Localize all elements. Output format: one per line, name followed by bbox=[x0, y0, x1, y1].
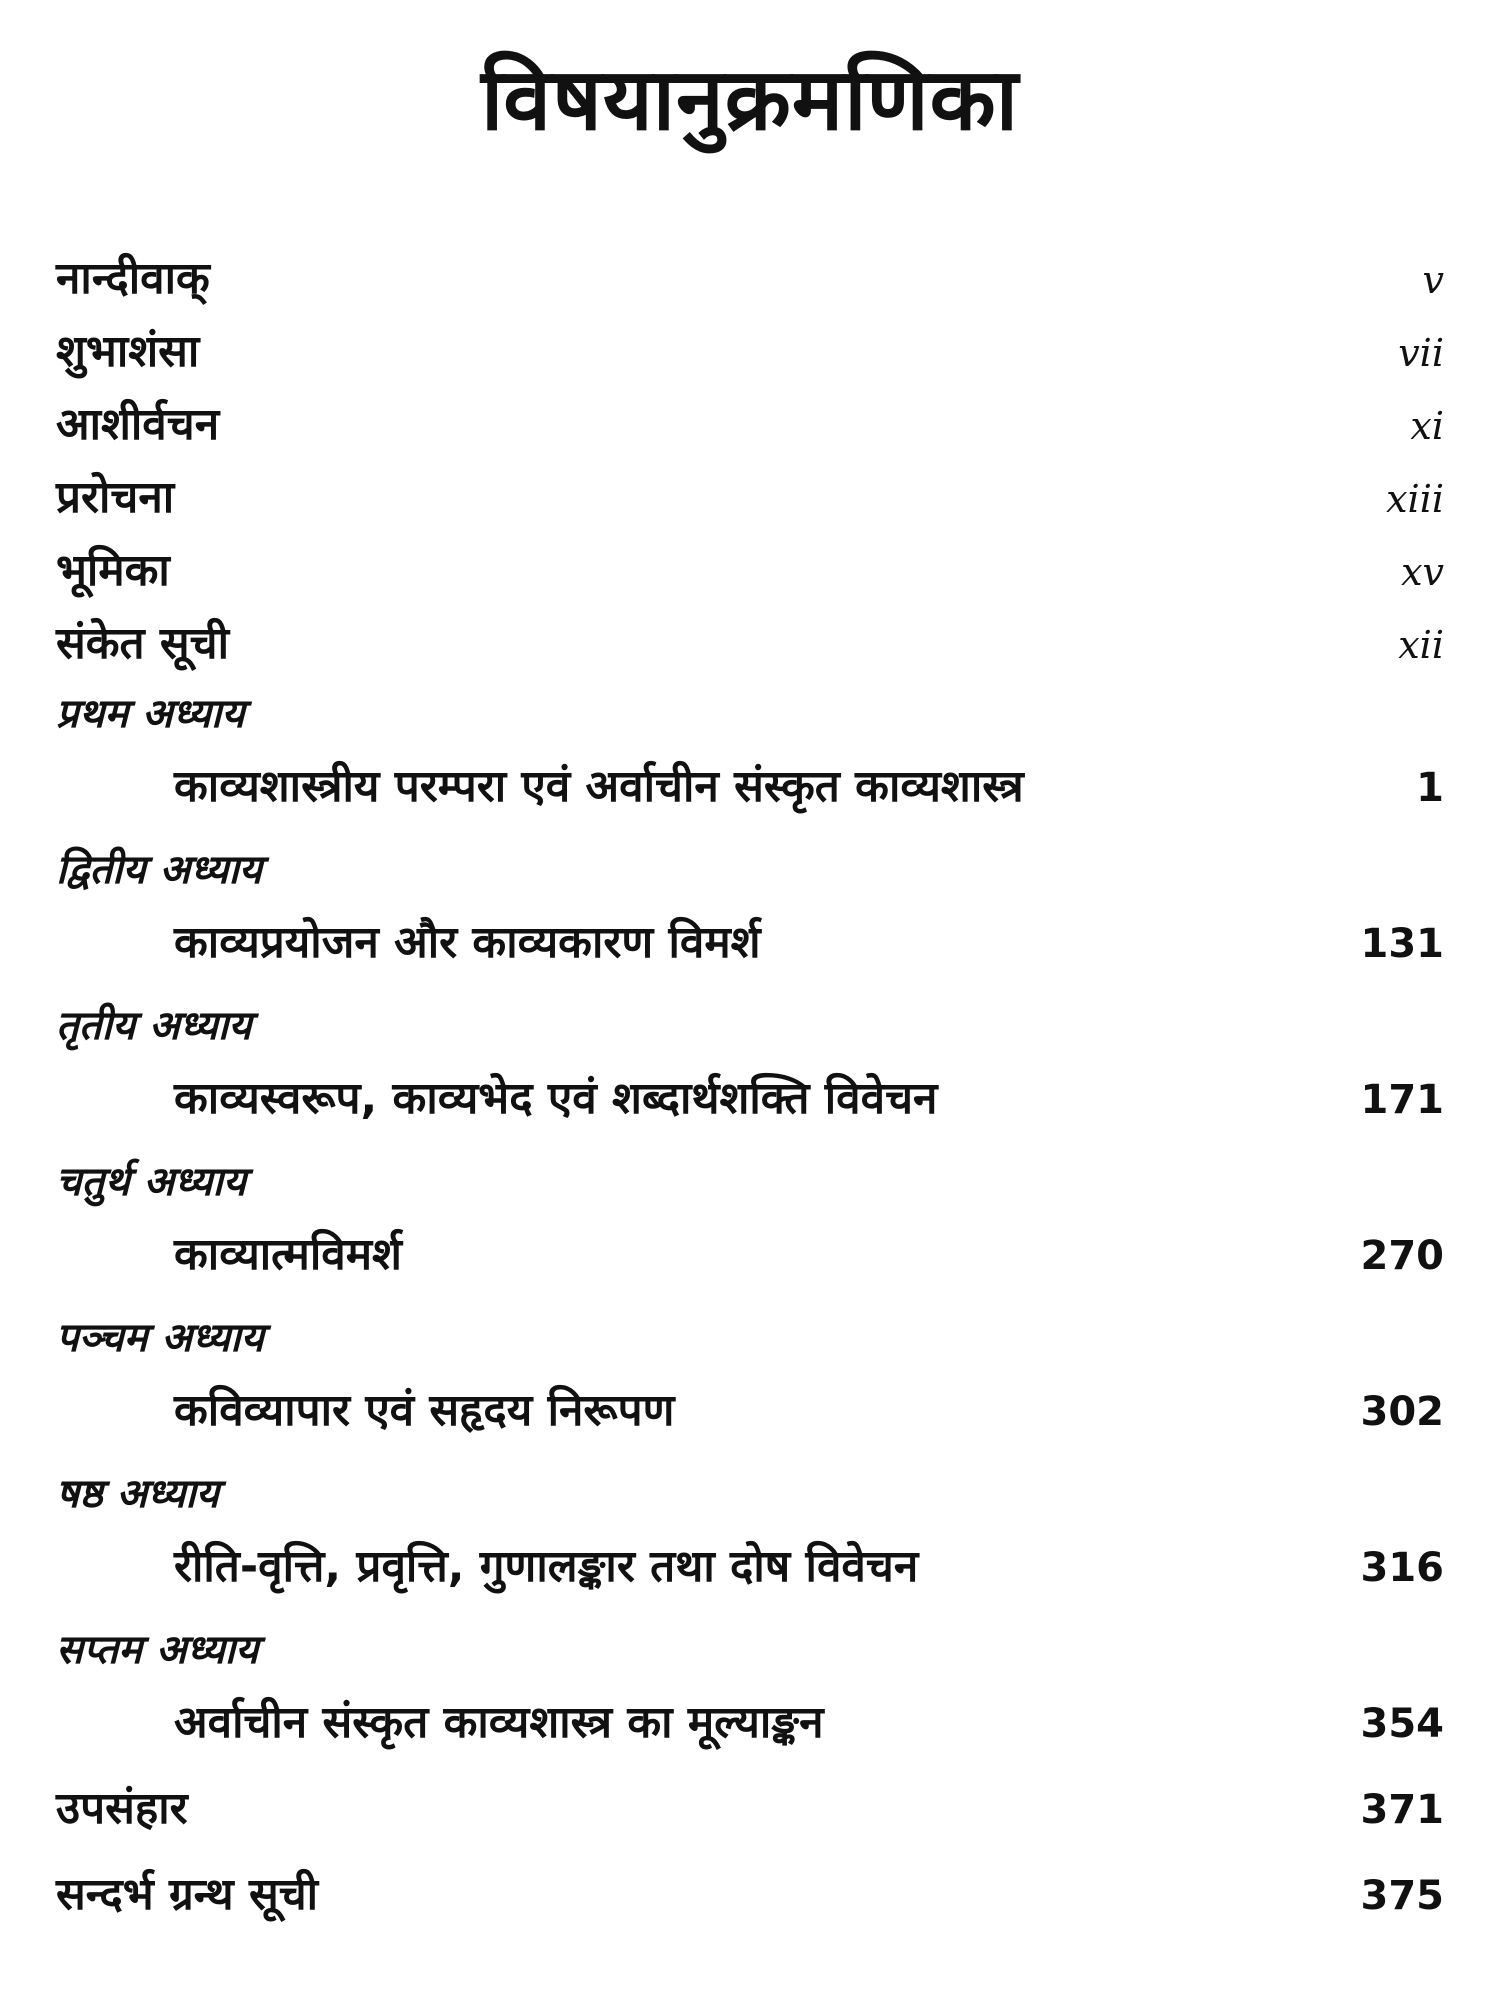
toc-row-chapter-3 bbox=[56, 1066, 1444, 1152]
toc-page-number: vii bbox=[1398, 331, 1444, 375]
toc-page-number: xi bbox=[1410, 404, 1444, 448]
page-title: विषयानुक्रमणिका bbox=[481, 50, 1019, 150]
toc-page-number: 302 bbox=[1360, 1389, 1444, 1435]
table-of-contents bbox=[56, 246, 1444, 1948]
toc-entry-label: काव्यात्मविमर्श bbox=[174, 1229, 402, 1280]
toc-page-number: 354 bbox=[1360, 1701, 1444, 1747]
toc-page-number: 171 bbox=[1360, 1077, 1444, 1123]
toc-page-number: xv bbox=[1401, 550, 1444, 594]
toc-page-number: 1 bbox=[1416, 765, 1444, 811]
toc-row-upsanhar bbox=[56, 1776, 1444, 1862]
toc-row-shubhashansa bbox=[56, 319, 1444, 392]
toc-entry-label: भूमिका bbox=[56, 545, 170, 596]
toc-row-nandivak bbox=[56, 246, 1444, 319]
chapter-heading-1: प्रथम अध्याय bbox=[56, 691, 245, 737]
toc-page-number: xii bbox=[1398, 623, 1444, 667]
toc-row-ashirvachan bbox=[56, 392, 1444, 465]
toc-page-number: xiii bbox=[1386, 477, 1444, 521]
toc-entry-label: सन्दर्भ ग्रन्थ सूची bbox=[56, 1869, 319, 1920]
chapter-heading-5: पञ्चम अध्याय bbox=[56, 1315, 264, 1361]
toc-entry-label: नान्दीवाक् bbox=[56, 253, 210, 304]
toc-page-number: 270 bbox=[1360, 1233, 1444, 1279]
toc-row-chapter-6 bbox=[56, 1534, 1444, 1620]
toc-row-chapter-1 bbox=[56, 754, 1444, 840]
toc-page-number: 375 bbox=[1360, 1873, 1444, 1919]
toc-page-number: 371 bbox=[1360, 1787, 1444, 1833]
toc-row-bhumika bbox=[56, 538, 1444, 611]
toc-entry-label: उपसंहार bbox=[56, 1783, 188, 1834]
toc-entry-label: काव्यशास्त्रीय परम्परा एवं अर्वाचीन संस्कृत काव्यशास्त्र bbox=[174, 761, 1024, 812]
chapter-heading-4: चतुर्थ अध्याय bbox=[56, 1159, 247, 1205]
toc-entry-label: संकेत सूची bbox=[56, 618, 230, 669]
toc-row-chapter-5 bbox=[56, 1378, 1444, 1464]
chapter-heading-3: तृतीय अध्याय bbox=[56, 1003, 252, 1049]
chapter-heading-2: द्वितीय अध्याय bbox=[56, 847, 263, 893]
chapter-heading-6: षष्ठ अध्याय bbox=[56, 1471, 219, 1517]
toc-row-sandarbh-granth-suchi bbox=[56, 1862, 1444, 1948]
toc-entry-label: रीति-वृत्ति, प्रवृत्ति, गुणालङ्कार तथा दोष विवेचन bbox=[174, 1541, 919, 1592]
toc-entry-label: प्ररोचना bbox=[56, 472, 175, 523]
toc-entry-label: कविव्यापार एवं सहृदय निरूपण bbox=[174, 1385, 675, 1436]
toc-entry-label: काव्यस्वरूप, काव्यभेद एवं शब्दार्थशक्ति विवेचन bbox=[174, 1073, 938, 1124]
chapter-heading-7: सप्तम अध्याय bbox=[56, 1627, 259, 1673]
toc-entry-label: काव्यप्रयोजन और काव्यकारण विमर्श bbox=[174, 917, 761, 968]
toc-row-sanket-suchi bbox=[56, 611, 1444, 684]
toc-entry-label: अर्वाचीन संस्कृत काव्यशास्त्र का मूल्याङ्कन bbox=[174, 1697, 824, 1748]
toc-page-number: 131 bbox=[1360, 921, 1444, 967]
toc-row-chapter-4 bbox=[56, 1222, 1444, 1308]
toc-row-prarochana bbox=[56, 465, 1444, 538]
toc-entry-label: आशीर्वचन bbox=[56, 399, 220, 450]
toc-page-number: 316 bbox=[1360, 1545, 1444, 1591]
toc-entry-label: शुभाशंसा bbox=[56, 326, 200, 377]
toc-row-chapter-7 bbox=[56, 1690, 1444, 1776]
toc-page-number: v bbox=[1422, 258, 1444, 302]
toc-row-chapter-2 bbox=[56, 910, 1444, 996]
